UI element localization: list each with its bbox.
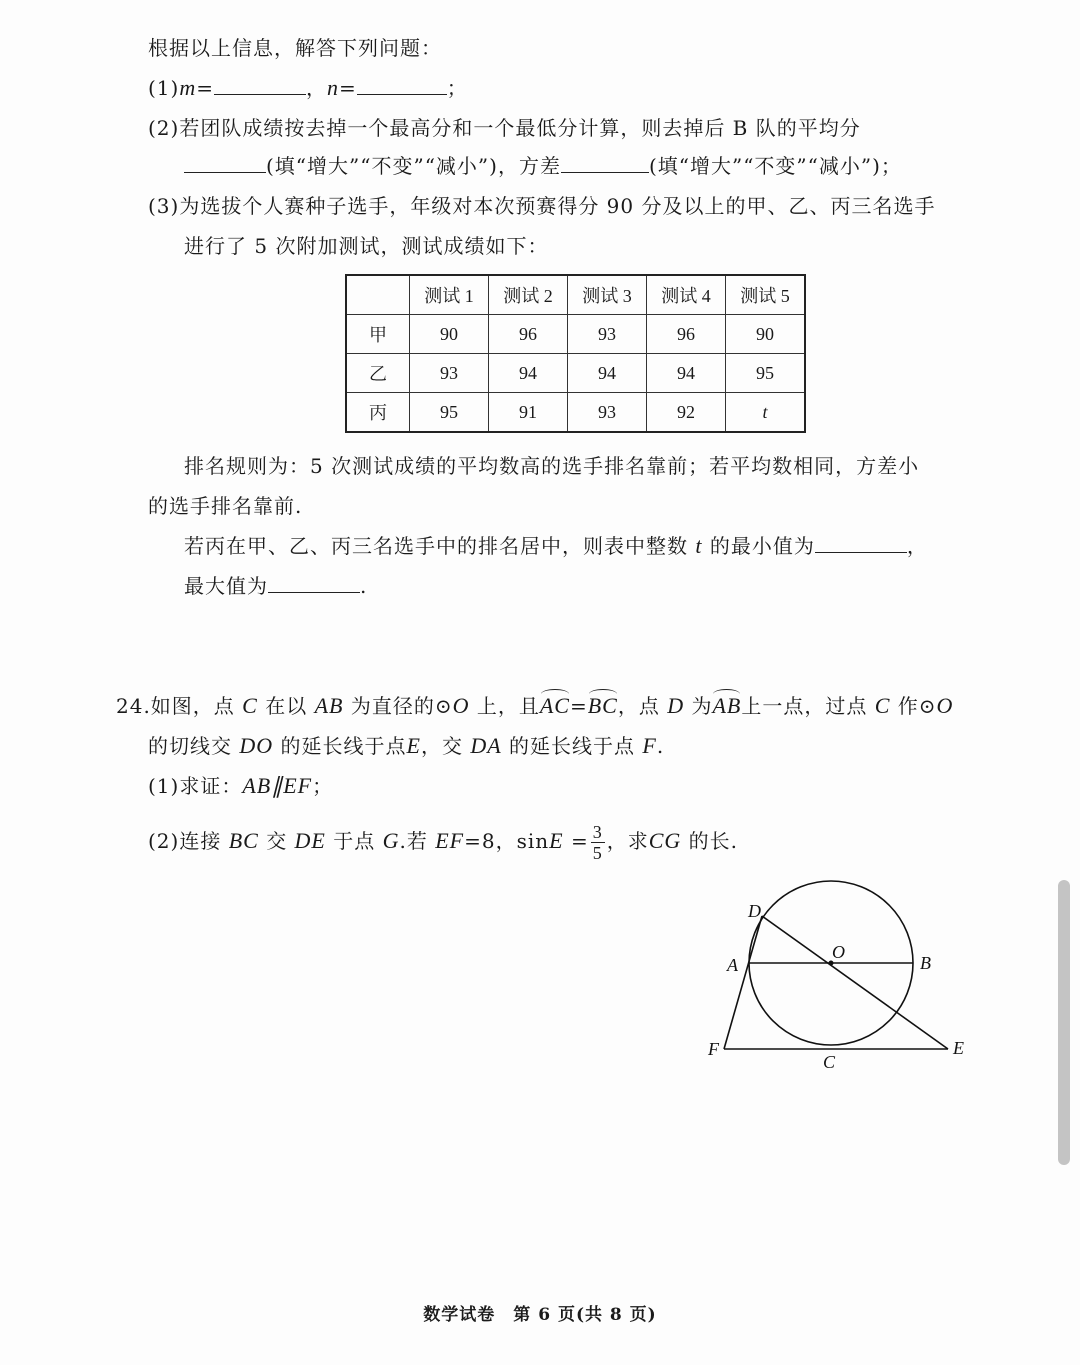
t-min-answer-blank[interactable] bbox=[815, 532, 907, 553]
row-label-cell: 乙 bbox=[346, 354, 410, 393]
arc-ac: AC bbox=[539, 693, 570, 718]
variance-answer-blank[interactable] bbox=[561, 152, 649, 173]
score-cell: 92 bbox=[647, 393, 726, 433]
line-de bbox=[762, 916, 948, 1049]
score-cell: 93 bbox=[410, 354, 489, 393]
score-cell: 93 bbox=[568, 315, 647, 354]
line-df bbox=[724, 916, 762, 1049]
rule-line-1: 排名规则为：5 次测试成绩的平均数高的选手排名靠前；若平均数相同，方差小 bbox=[184, 454, 920, 478]
table-row bbox=[346, 315, 805, 354]
table-header-row bbox=[346, 275, 805, 315]
q2-line-2: (填“增大”“不变”“减小”)，方差 (填“增大”“不变”“减小”)； bbox=[184, 152, 902, 180]
label-o: O bbox=[832, 942, 845, 962]
fraction-3-5: $\frac{3}{5}$ bbox=[592, 822, 603, 863]
score-cell: 90 bbox=[726, 315, 806, 354]
arc-bc: BC bbox=[587, 693, 618, 718]
m-answer-blank[interactable] bbox=[214, 74, 306, 95]
q3-line-2: 进行了 5 次附加测试，测试成绩如下： bbox=[184, 234, 549, 258]
rule-line-2: 的选手排名靠前. bbox=[148, 494, 303, 518]
q24-line-2: 的切线交 DO 的延长线于点E，交 DA 的延长线于点 F. bbox=[148, 733, 665, 758]
q1-line: (1)m= ，n= ； bbox=[148, 75, 468, 100]
row-label-cell: 甲 bbox=[346, 315, 410, 354]
label-c: C bbox=[823, 1052, 836, 1072]
label-d: D bbox=[748, 901, 761, 921]
q2-line-1: (2)若团队成绩按去掉一个最高分和一个最低分计算，则去掉后 B 队的平均分 bbox=[148, 116, 861, 140]
n-answer-blank[interactable] bbox=[357, 74, 447, 95]
table-header-cell: 测试 2 bbox=[489, 275, 568, 315]
average-answer-blank[interactable] bbox=[184, 152, 266, 173]
label-b: B bbox=[920, 953, 931, 973]
table-header-cell: 测试 4 bbox=[647, 275, 726, 315]
arc-ab: AB bbox=[712, 693, 742, 718]
t-question-line-1: 若丙在甲、乙、丙三名选手中的排名居中，则表中整数 t 的最小值为 ， bbox=[184, 533, 928, 558]
q24-part-1: (1)求证：AB∥EF； bbox=[148, 773, 334, 798]
table-row bbox=[346, 393, 805, 433]
score-cell: 94 bbox=[489, 354, 568, 393]
score-cell: 95 bbox=[410, 393, 489, 433]
q24-part-2: (2)连接 BC 交 DE 于点 G.若 EF=8，sinE = $\frac{3}{5}$ ，求CG 的长. bbox=[148, 822, 738, 863]
vertical-scrollbar[interactable] bbox=[1058, 880, 1070, 1165]
table-row bbox=[346, 354, 805, 393]
test-scores-table bbox=[345, 274, 806, 433]
t-max-answer-blank[interactable] bbox=[268, 572, 360, 593]
score-cell-t: t bbox=[726, 393, 806, 433]
label-a: A bbox=[727, 955, 738, 975]
page-footer: 数学试卷 第 6 页(共 8 页) bbox=[423, 1305, 657, 1325]
label-e: E bbox=[953, 1038, 964, 1058]
table-header-cell: 测试 5 bbox=[726, 275, 806, 315]
score-cell: 91 bbox=[489, 393, 568, 433]
score-cell: 94 bbox=[568, 354, 647, 393]
table-corner-cell bbox=[346, 275, 410, 315]
score-cell: 90 bbox=[410, 315, 489, 354]
q3-line-1: (3)为选拔个人赛种子选手，年级对本次预赛得分 90 分及以上的甲、乙、丙三名选手 bbox=[148, 194, 936, 218]
t-question-line-2: 最大值为 . bbox=[184, 574, 368, 598]
row-label-cell: 丙 bbox=[346, 393, 410, 433]
score-cell: 96 bbox=[647, 315, 726, 354]
table-header-cell: 测试 3 bbox=[568, 275, 647, 315]
score-cell: 94 bbox=[647, 354, 726, 393]
score-cell: 93 bbox=[568, 393, 647, 433]
label-f: F bbox=[708, 1039, 719, 1059]
score-cell: 95 bbox=[726, 354, 806, 393]
score-cell: 96 bbox=[489, 315, 568, 354]
geometry-figure bbox=[690, 880, 990, 1080]
table-header-cell: 测试 1 bbox=[410, 275, 489, 315]
intro-line: 根据以上信息，解答下列问题： bbox=[148, 36, 442, 60]
q24-line-1: 24.如图，点 C 在以 AB 为直径的⊙O 上，且AC=BC，点 D 为AB上一点，过点 C 作⊙O bbox=[116, 693, 954, 718]
